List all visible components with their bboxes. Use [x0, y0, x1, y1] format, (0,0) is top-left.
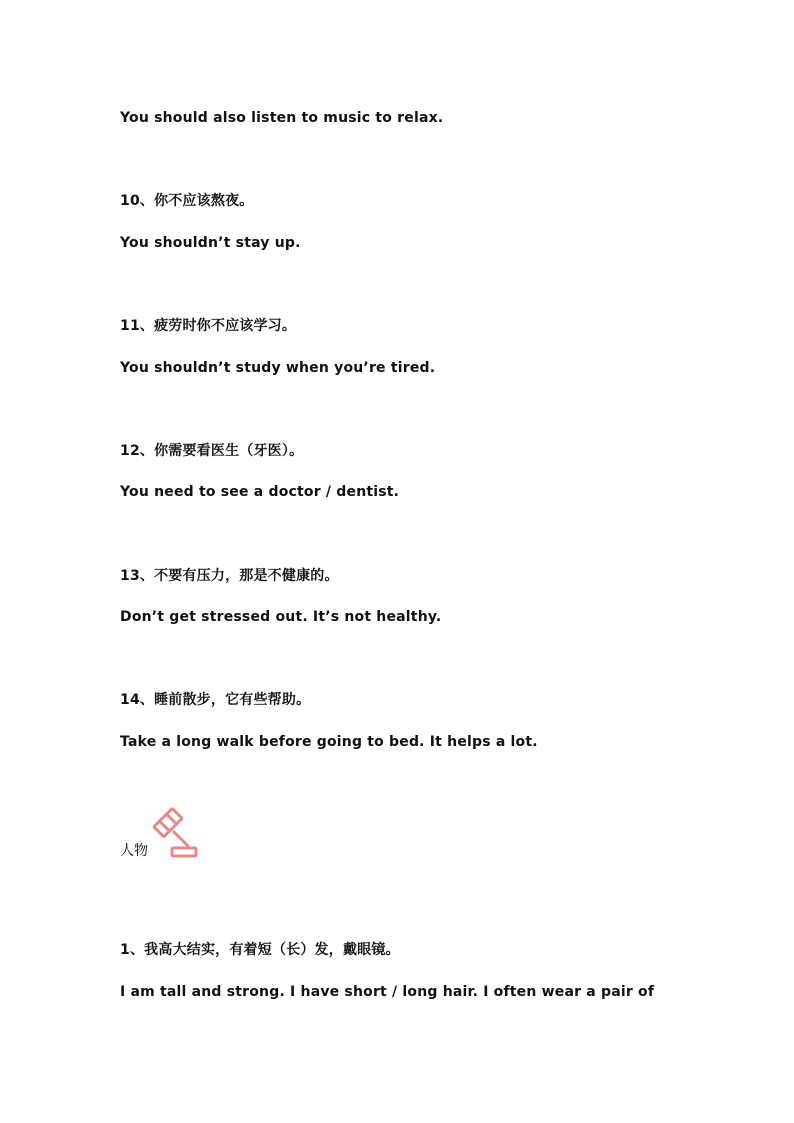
question-line: 1、我高大结实，有着短（长）发，戴眼镜。	[120, 942, 400, 958]
answer-line: You shouldn’t stay up.	[120, 235, 301, 251]
answer-line: You should also listen to music to relax.	[120, 110, 444, 126]
section-heading	[120, 800, 210, 860]
answer-line: You need to see a doctor / dentist.	[120, 484, 400, 500]
answer-line: Don’t get stressed out. It’s not healthy.	[120, 609, 442, 625]
answer-line: Take a long walk before going to bed. It helps a lot.	[120, 734, 538, 750]
section-label: 人物	[120, 843, 148, 859]
answer-line: You shouldn’t study when you’re tired.	[120, 360, 436, 376]
gavel-icon	[150, 806, 198, 858]
question-line: 11、疲劳时你不应该学习。	[120, 318, 297, 334]
answer-line: I am tall and strong. I have short / long hair. I often wear a pair of	[120, 984, 655, 1000]
question-line: 10、你不应该熬夜。	[120, 193, 254, 209]
question-line: 14、睡前散步，它有些帮助。	[120, 692, 311, 708]
question-line: 12、你需要看医生（牙医）。	[120, 443, 304, 459]
question-line: 13、不要有压力，那是不健康的。	[120, 568, 339, 584]
